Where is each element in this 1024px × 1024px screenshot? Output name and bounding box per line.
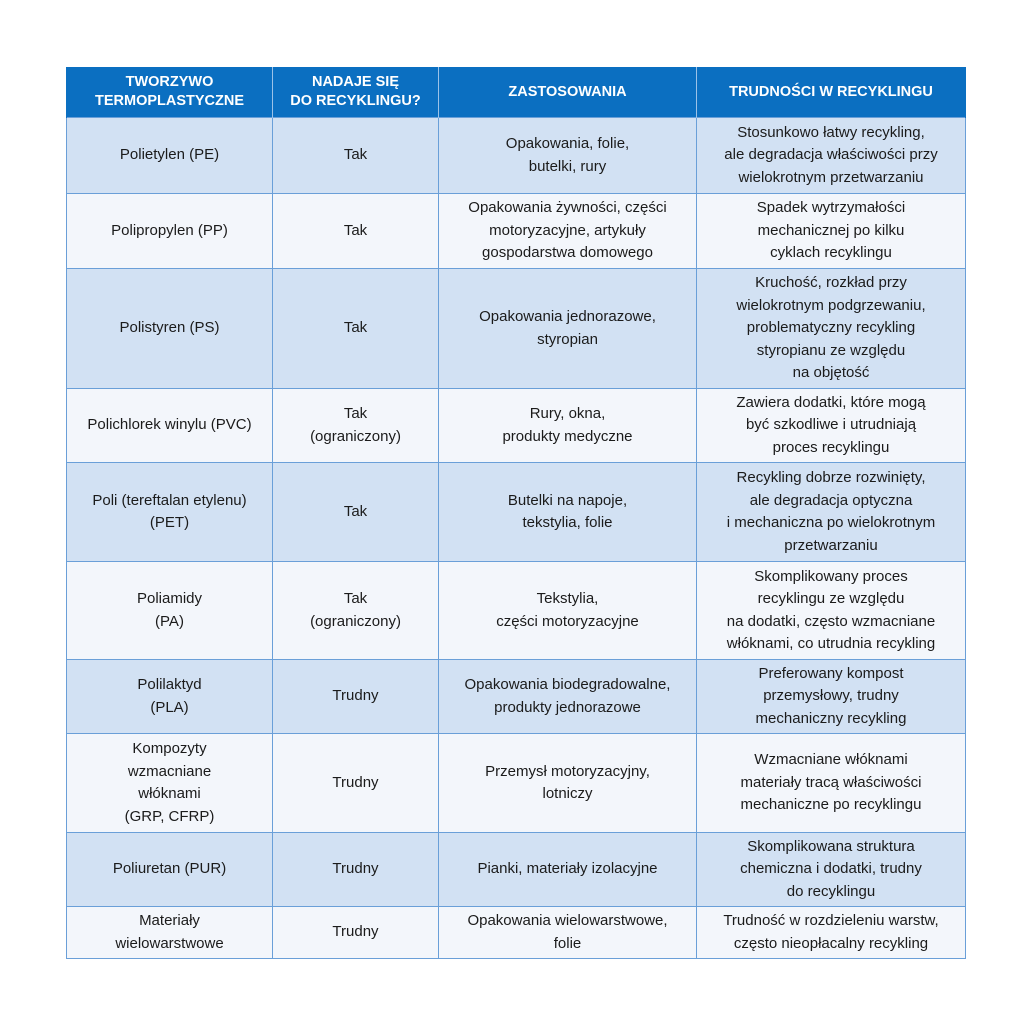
cell-applications: Pianki, materiały izolacyjne [439, 833, 697, 907]
cell-difficulties: Kruchość, rozkład przy wielokrotnym podgrzewaniu, problematyczny recykling styropianu ze względu na objętość [697, 269, 966, 389]
cell-applications: Opakowania żywności, części motoryzacyjne, artykuły gospodarstwa domowego [439, 194, 697, 269]
cell-difficulties: Spadek wytrzymałości mechanicznej po kilku cyklach recyklingu [697, 194, 966, 269]
cell-material: Polistyren (PS) [67, 269, 273, 389]
cell-difficulties: Skomplikowany proces recyklingu ze względu na dodatki, często wzmacniane włóknami, co utrudnia recykling [697, 562, 966, 660]
cell-difficulties: Preferowany kompost przemysłowy, trudny mechaniczny recykling [697, 660, 966, 734]
cell-applications: Butelki na napoje, tekstylia, folie [439, 463, 697, 562]
cell-difficulties: Wzmacniane włóknami materiały tracą właściwości mechaniczne po recyklingu [697, 734, 966, 833]
header-recyclable: NADAJE SIĘ DO RECYKLINGU? [273, 67, 439, 118]
cell-recyclable: Tak [273, 194, 439, 269]
recycling-table-container [66, 67, 966, 959]
cell-recyclable: Trudny [273, 660, 439, 734]
cell-applications: Opakowania, folie, butelki, rury [439, 118, 697, 194]
cell-applications: Rury, okna, produkty medyczne [439, 389, 697, 463]
cell-material: Polipropylen (PP) [67, 194, 273, 269]
cell-material: Kompozyty wzmacniane włóknami (GRP, CFRP) [67, 734, 273, 833]
thermoplastics-recycling-table [66, 67, 966, 959]
table-row [67, 562, 966, 660]
cell-difficulties: Recykling dobrze rozwinięty, ale degradacja optyczna i mechaniczna po wielokrotnym przetwarzaniu [697, 463, 966, 562]
header-applications: ZASTOSOWANIA [439, 67, 697, 118]
cell-material: Polichlorek winylu (PVC) [67, 389, 273, 463]
cell-difficulties: Zawiera dodatki, które mogą być szkodliwe i utrudniają proces recyklingu [697, 389, 966, 463]
header-row [67, 67, 966, 118]
cell-recyclable: Tak (ograniczony) [273, 562, 439, 660]
cell-applications: Opakowania jednorazowe, styropian [439, 269, 697, 389]
table-row [67, 194, 966, 269]
table-row [67, 463, 966, 562]
cell-recyclable: Tak [273, 118, 439, 194]
table-body [67, 118, 966, 959]
cell-material: Poli (tereftalan etylenu) (PET) [67, 463, 273, 562]
cell-material: Polietylen (PE) [67, 118, 273, 194]
table-row [67, 660, 966, 734]
cell-material: Polilaktyd (PLA) [67, 660, 273, 734]
cell-difficulties: Stosunkowo łatwy recykling, ale degradacja właściwości przy wielokrotnym przetwarzaniu [697, 118, 966, 194]
cell-recyclable: Trudny [273, 833, 439, 907]
cell-recyclable: Tak (ograniczony) [273, 389, 439, 463]
cell-recyclable: Trudny [273, 734, 439, 833]
table-row [67, 269, 966, 389]
cell-applications: Opakowania biodegradowalne, produkty jednorazowe [439, 660, 697, 734]
table-row [67, 833, 966, 907]
header-difficulties: TRUDNOŚCI W RECYKLINGU [697, 67, 966, 118]
table-row [67, 389, 966, 463]
table-header [67, 67, 966, 118]
table-row [67, 734, 966, 833]
cell-applications: Tekstylia, części motoryzacyjne [439, 562, 697, 660]
cell-difficulties: Skomplikowana struktura chemiczna i dodatki, trudny do recyklingu [697, 833, 966, 907]
cell-recyclable: Tak [273, 463, 439, 562]
table-row [67, 118, 966, 194]
header-material: TWORZYWO TERMOPLASTYCZNE [67, 67, 273, 118]
table-row [67, 907, 966, 959]
cell-recyclable: Tak [273, 269, 439, 389]
cell-applications: Opakowania wielowarstwowe, folie [439, 907, 697, 959]
cell-difficulties: Trudność w rozdzieleniu warstw, często nieopłacalny recykling [697, 907, 966, 959]
cell-applications: Przemysł motoryzacyjny, lotniczy [439, 734, 697, 833]
cell-material: Poliuretan (PUR) [67, 833, 273, 907]
cell-recyclable: Trudny [273, 907, 439, 959]
cell-material: Poliamidy (PA) [67, 562, 273, 660]
cell-material: Materiały wielowarstwowe [67, 907, 273, 959]
